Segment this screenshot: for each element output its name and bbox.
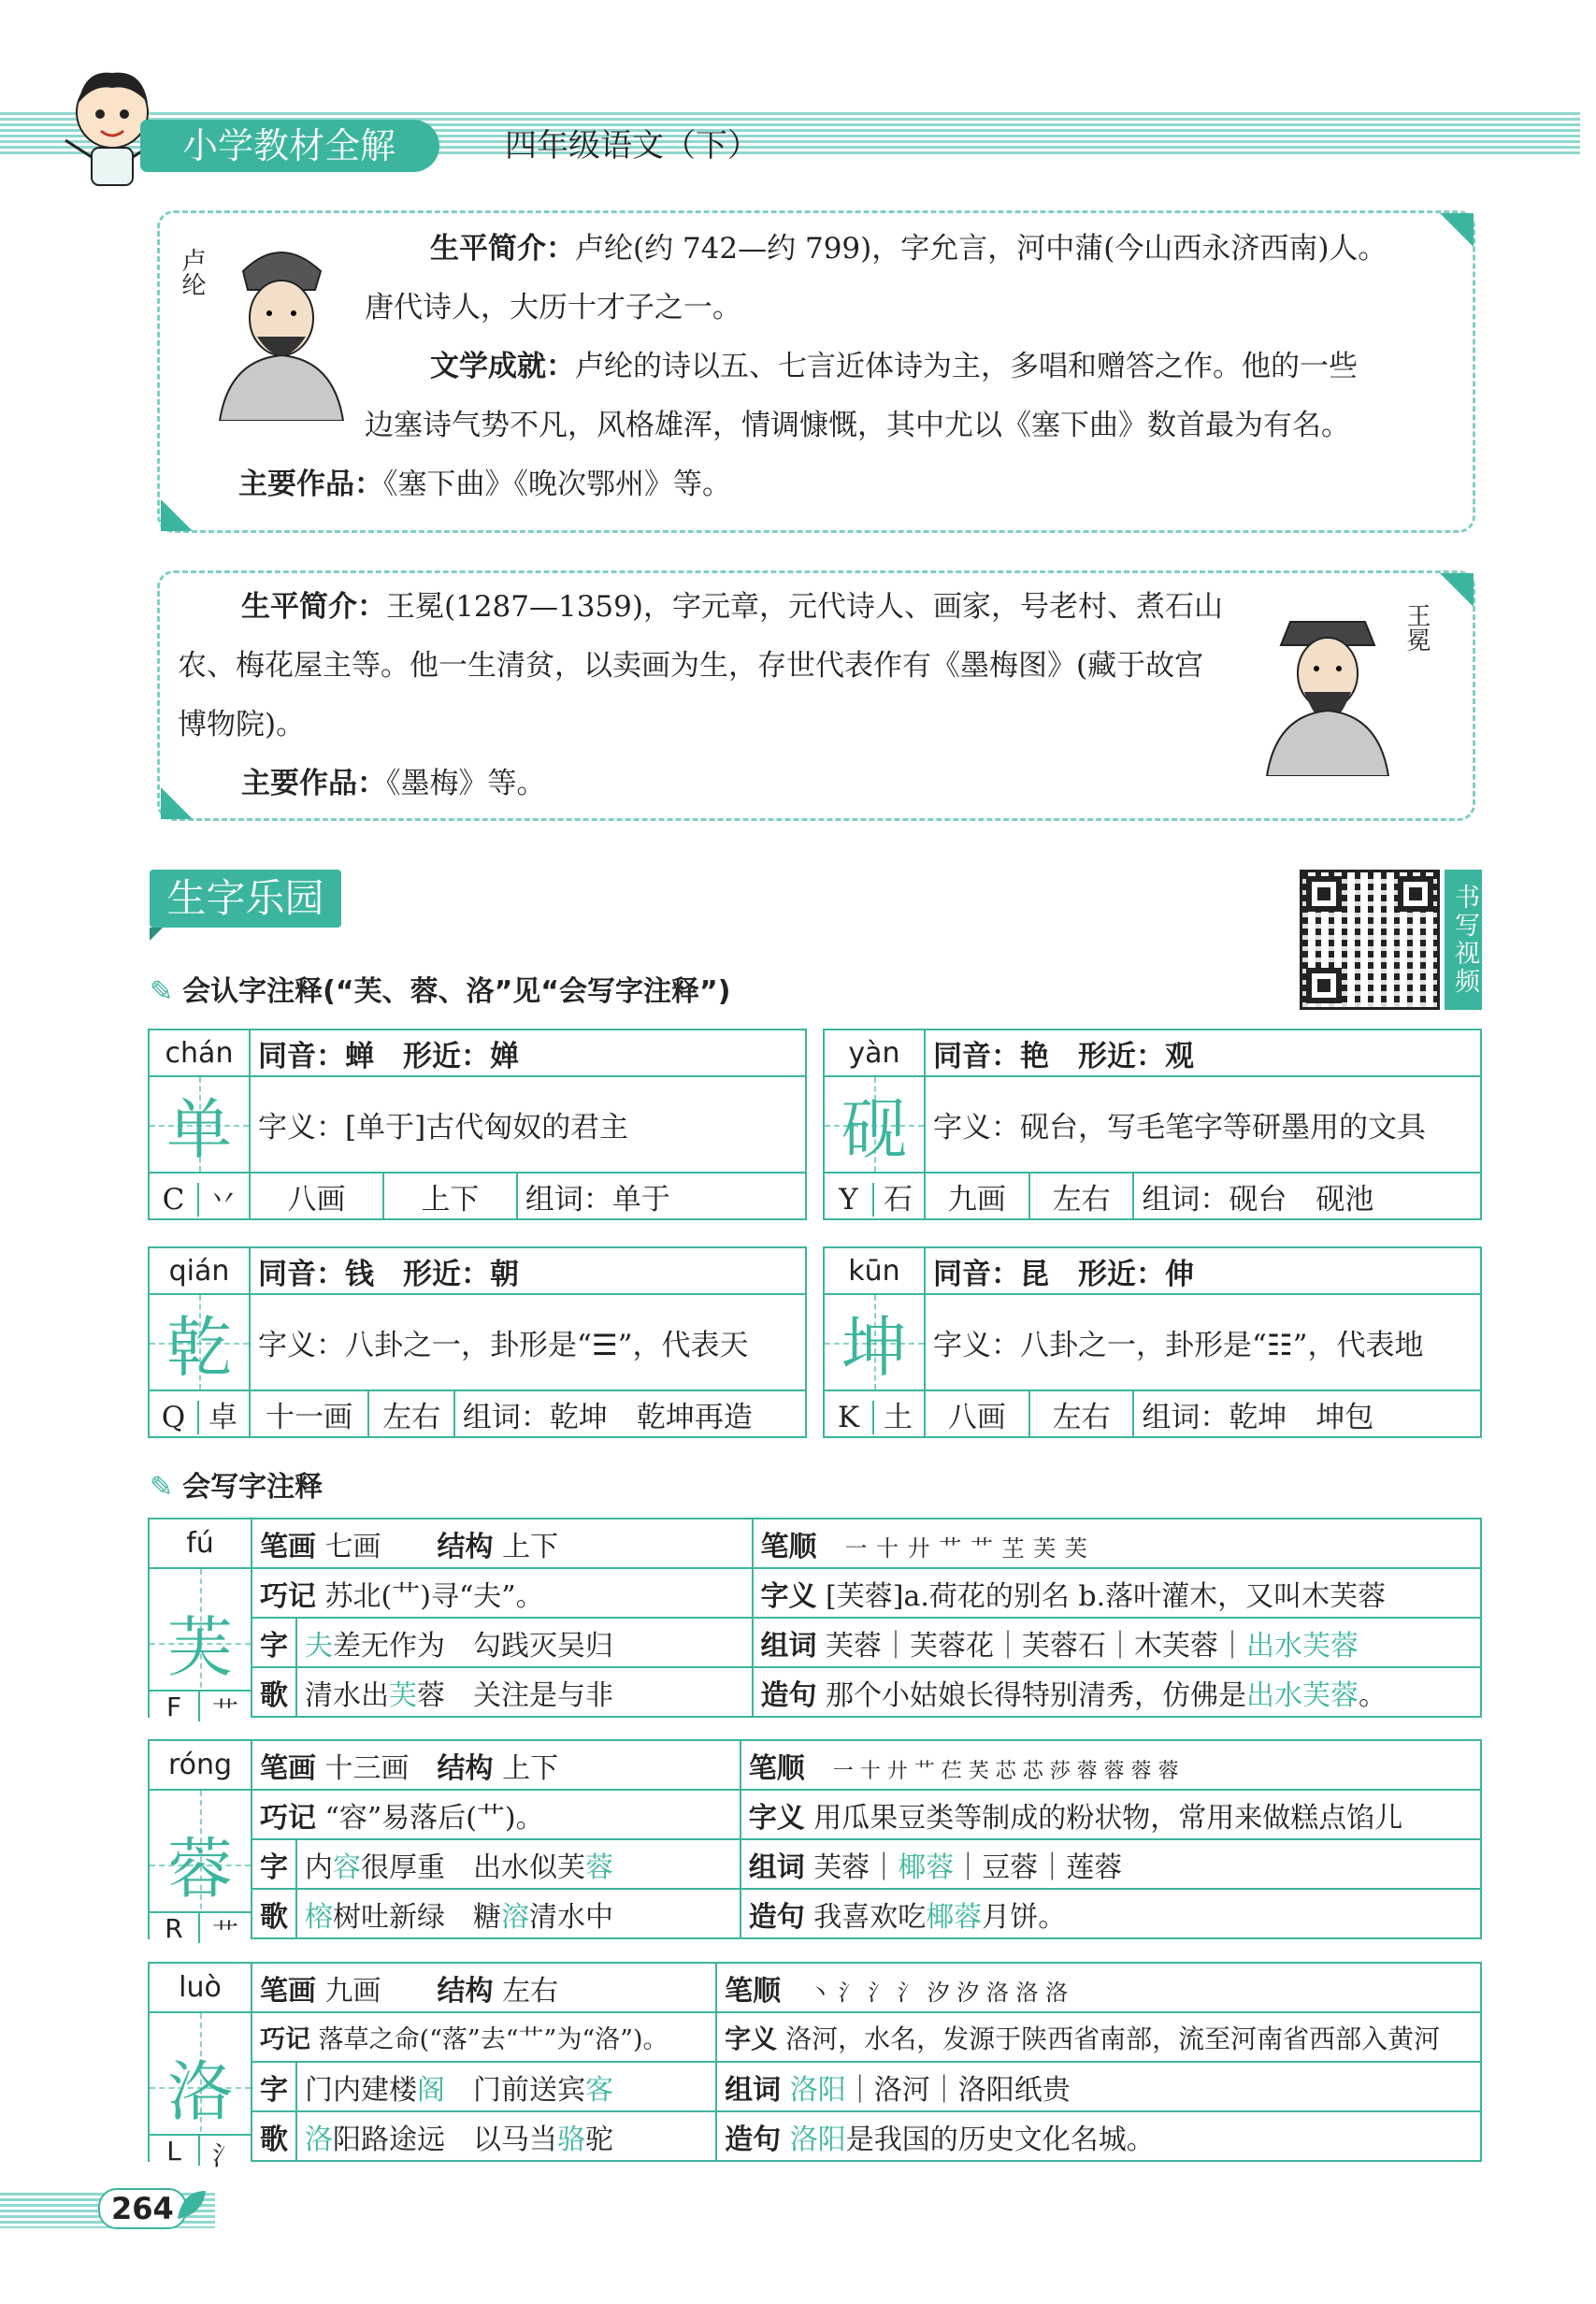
highlight: 蓉 [585,1850,613,1884]
sentence-text: 月饼。 [982,1900,1067,1934]
words [716,2062,1481,2111]
char-card [823,1246,1482,1438]
label: 造句 [760,1678,817,1712]
pinyin: qián [149,1247,250,1294]
similar-char: 形近：观 [1078,1039,1194,1073]
memory-tip [252,1568,753,1618]
pinyin: róng [149,1740,252,1790]
meaning [753,1568,1482,1618]
index-cell [149,1390,250,1437]
sentence [740,1889,1481,1938]
highlight: 出水芙蓉 [1246,1629,1359,1663]
words: 组词：乾坤 坤包 [1133,1390,1481,1437]
words-text: 芙蓉｜ [813,1850,899,1884]
char-card [148,1029,807,1220]
sentence-text: 我喜欢吃 [813,1900,927,1934]
meaning-text: 洛河，水名，发源于陕西省南部，流至河南省西部入黄河 [785,2023,1441,2054]
label: 字义 [760,1579,817,1613]
index-letter: R [150,1913,200,1943]
lulun-life-1: 卢纶(约 742—约 799)，字允言，河中蒲(今山西永济西南)人。 [575,232,1388,266]
big-char [824,1076,925,1173]
radical: 氵 [211,2140,238,2171]
song-line [296,2062,716,2111]
highlight: 客 [585,2073,613,2107]
stroke-count: 九画 [324,1974,381,2008]
index-cell [149,1173,250,1219]
similar-char: 形近：朝 [403,1257,519,1291]
wangmian-life-3: 博物院)。 [178,708,306,742]
song-line [296,1889,740,1938]
char-meaning: 字义：砚台，写毛笔字等研墨用的文具 [925,1076,1481,1173]
structure: 上下 [502,1751,559,1785]
write-heading-text: 会写字注释 [182,1471,324,1504]
book-title-ribbon: 小学教材全解 [140,120,439,172]
song-text: 树吐新绿 糖 [333,1900,501,1934]
homophone: 同音：艳 [933,1039,1049,1073]
corner-tab-icon [1440,573,1477,611]
highlight: 椰蓉 [926,1900,983,1934]
write-char-card [148,1518,1482,1718]
pinyin: luò [149,1963,252,2012]
lulun-portrait [210,234,351,421]
label-works: 主要作品： [238,468,383,501]
words-text: 芙蓉｜芙蓉花｜芙蓉石｜木芙蓉｜ [826,1629,1247,1663]
label: 字义 [748,1801,805,1835]
song-label: 字 [252,2062,296,2111]
index-letter: C [150,1183,199,1217]
song-text: 驼 [585,2123,613,2156]
stroke-order [716,1963,1481,2012]
portrait-name-wangmian: 王冕 [1402,603,1431,652]
highlight: 洛阳 [789,2123,846,2156]
index-cell [824,1173,925,1219]
stroke-count: 十三画 [324,1751,410,1785]
radical: 土 [883,1400,913,1434]
pinyin: yàn [824,1030,925,1076]
radical: 卓 [208,1400,237,1434]
highlight: 骆 [557,2123,585,2156]
leaf-icon [173,2186,210,2224]
recognize-heading-text: 会认字注释(“芙、蓉、洛”见“会写字注释”) [182,975,731,1008]
song-label: 歌 [252,1667,296,1717]
qr-video-label[interactable]: 书写视频 [1445,870,1482,1010]
radical: 艹 [211,1696,238,1727]
song-text: 很厚重 出水似芙 [361,1850,585,1884]
song-line [296,1618,753,1667]
homophone: 同音：蝉 [258,1039,374,1073]
write-char-card [148,1739,1482,1939]
page-number: 264 [98,2188,187,2229]
words: 组词：砚台 砚池 [1133,1173,1481,1219]
order-strokes: 一 十 廾 艹 艹 芏 芙 芙 [844,1534,1088,1562]
label: 笔顺 [748,1751,805,1785]
char-relations [250,1247,806,1294]
strokes-structure [252,1740,740,1790]
stroke-count: 九画 [925,1173,1029,1219]
song-label: 字 [252,1618,296,1667]
similar-char: 形近：婵 [403,1039,519,1073]
meaning-text: 用瓜果豆类等制成的粉状物，常用来做糕点馅儿 [813,1801,1403,1835]
lulun-achieve-2: 边塞诗气势不凡，风格雄浑，情调慷慨，其中尤以《塞下曲》数首最为有名。 [365,409,1350,442]
pinyin: chán [149,1030,250,1076]
lulun-achieve-1: 卢纶的诗以五、七言近体诗为主，多唱和赠答之作。他的一些 [575,350,1358,383]
similar-char: 形近：伸 [1078,1257,1194,1291]
sentence [716,2111,1481,2161]
meaning-text: [芙蓉]a.荷花的别名 b.落叶灌木，又叫木芙蓉 [826,1579,1387,1613]
label: 造句 [748,1900,805,1934]
order-strokes: 丶 氵 氵 氵 汐 汐 洛 洛 洛 [809,1979,1069,2006]
structure: 左右 [1029,1173,1134,1219]
radical: 石 [883,1182,913,1217]
char-relations [250,1030,806,1076]
song-line [296,2111,716,2161]
lulun-works [238,455,731,514]
qr-code[interactable] [1300,870,1440,1010]
write-char-card [148,1962,1482,2162]
strokes-structure [252,1963,716,2012]
char-meaning: 字义：八卦之一，卦形是“☷”，代表地 [925,1294,1481,1390]
highlight: 洛阳 [789,2073,846,2107]
label: 造句 [725,2123,782,2156]
tip-text: “容”易落后(艹)。 [324,1801,544,1835]
section-title: 生字乐园 [150,870,341,928]
char-relations [925,1030,1481,1076]
homophone: 同音：钱 [258,1257,374,1291]
label: 组词 [725,2073,782,2107]
song-text: 内 [305,1850,333,1884]
index-letter: F [150,1692,200,1721]
words: 组词：单于 [517,1173,806,1219]
label-works: 主要作品： [241,767,386,800]
big-char [824,1294,925,1390]
radical: 艹 [211,1918,238,1949]
big-char [149,1294,250,1390]
stroke-count: 八画 [925,1390,1029,1437]
label: 结构 [437,1530,494,1563]
char-meaning: 字义：[单于]古代匈奴的君主 [250,1076,806,1173]
lulun-works-text: 《塞下曲》《晚次鄂州》等。 [383,468,731,501]
grade-subject-title: 四年级语文（下） [505,127,759,165]
index-letter: L [150,2136,200,2166]
label: 巧记 [260,2025,310,2054]
index-cell [150,1690,251,1727]
label-achieve: 文学成就： [430,350,575,383]
char-meaning: 字义：八卦之一，卦形是“☰”，代表天 [250,1294,806,1390]
index-cell [824,1390,925,1437]
stroke-count: 七画 [324,1530,381,1563]
structure: 上下 [502,1530,559,1563]
meaning [740,1790,1481,1839]
stroke-order [740,1740,1481,1790]
label: 结构 [437,1751,494,1785]
song-label: 字 [252,1839,296,1889]
song-text: 门前送宾 [445,2073,585,2107]
pencil-icon: ✎ [150,1471,174,1504]
index-cell [150,1911,251,1949]
highlight: 出水芙蓉 [1246,1678,1359,1712]
song-text: 蓉 关注是与非 [417,1678,613,1712]
sentence-text: 。 [1359,1678,1388,1712]
homophone: 同音：昆 [933,1257,1049,1291]
label: 组词 [748,1850,805,1884]
strokes-structure [252,1519,753,1568]
highlight: 洛 [305,2123,333,2156]
wangmian-bio-text [178,578,1272,814]
highlight: 阁 [417,2073,445,2107]
lulun-bio-text [365,220,1459,455]
char-glyph: 蓉 [167,1831,233,1908]
char-glyph: 坤 [841,1309,907,1386]
char-glyph: 砚 [841,1091,907,1168]
words [753,1618,1482,1667]
structure: 左右 [502,1974,559,2008]
stroke-count: 八画 [250,1173,383,1219]
big-char [149,1076,250,1173]
wangmian-portrait [1262,594,1393,776]
corner-tab-icon [161,496,198,533]
sentence [753,1667,1482,1717]
tip-text: 苏北(艹)寻“夫”。 [324,1579,544,1613]
memory-tip [252,2012,716,2062]
song-text: 门内建楼 [305,2073,417,2107]
label: 巧记 [260,1801,316,1835]
sentence-text: 是我国的历史文化名城。 [845,2123,1155,2156]
wangmian-works-text: 《墨梅》等。 [386,767,546,800]
label: 笔画 [260,1530,316,1563]
pinyin: fú [149,1519,252,1568]
label: 笔顺 [760,1530,817,1563]
pinyin: kūn [824,1247,925,1294]
song-text: 清水中 [529,1900,613,1934]
index-cell [150,2134,251,2171]
portrait-name-lulun: 卢纶 [178,248,206,296]
words [740,1839,1481,1889]
highlight: 溶 [501,1900,529,1934]
recognize-heading [150,968,730,1009]
label: 巧记 [260,1579,316,1613]
char-glyph: 芙 [167,1609,233,1686]
label-life: 生平简介： [241,590,386,624]
radical: 丷 [208,1182,237,1217]
wangmian-life-1: 王冕(1287—1359)，字元章，元代诗人、画家，号老村、煮石山 [386,590,1223,624]
wangmian-life-2: 农、梅花屋主等。他一生清贫，以卖画为生，存世代表作有《墨梅图》(藏于故宫 [178,649,1204,683]
char-relations [925,1247,1481,1294]
words: 组词：乾坤 乾坤再造 [454,1390,806,1437]
song-text: 清水出 [305,1678,389,1712]
highlight: 椰蓉 [898,1850,955,1884]
song-label: 歌 [252,1889,296,1938]
pencil-icon: ✎ [150,975,174,1008]
structure: 左右 [368,1390,454,1437]
highlight: 榕 [305,1900,333,1934]
tip-text: 落草之命(“落”去“艹”为“洛”)。 [318,2025,669,2054]
write-heading [150,1463,323,1505]
label: 笔顺 [725,1974,782,2008]
label: 组词 [760,1629,817,1663]
stroke-count: 十一画 [250,1390,368,1437]
label: 字义 [725,2023,778,2054]
highlight: 夫 [305,1629,333,1663]
song-text: 差无作为 勾践灭吴归 [333,1629,613,1663]
label: 结构 [437,1974,494,2008]
label-life: 生平简介： [430,232,575,266]
index-letter: Y [825,1183,874,1217]
song-text: 阳路途远 以马当 [333,2123,557,2156]
index-letter: Q [150,1401,199,1434]
memory-tip [252,1790,740,1839]
words-text: ｜洛河｜洛阳纸贵 [845,2073,1071,2107]
song-line [296,1667,753,1717]
stroke-order [753,1519,1482,1568]
song-line [296,1839,740,1889]
structure: 上下 [383,1173,517,1219]
order-strokes: 一 十 廾 艹 芢 芺 芯 芯 莎 蓉 蓉 蓉 蓉 [832,1759,1179,1783]
char-card [148,1246,807,1438]
char-card [823,1029,1482,1220]
sentence-text: 那个小姑娘长得特别清秀，仿佛是 [826,1678,1247,1712]
meaning [716,2012,1481,2062]
lulun-life-2: 唐代诗人，大历十才子之一。 [365,291,741,324]
index-letter: K [825,1401,874,1434]
char-glyph: 乾 [166,1309,232,1386]
char-glyph: 洛 [167,2053,233,2130]
char-glyph: 单 [166,1091,232,1168]
song-label: 歌 [252,2111,296,2161]
structure: 左右 [1029,1390,1134,1437]
words-text: ｜豆蓉｜莲蓉 [954,1850,1123,1884]
highlight: 芙 [389,1678,417,1712]
highlight: 容 [333,1850,361,1884]
label: 笔画 [260,1974,316,2008]
label: 笔画 [260,1751,316,1785]
